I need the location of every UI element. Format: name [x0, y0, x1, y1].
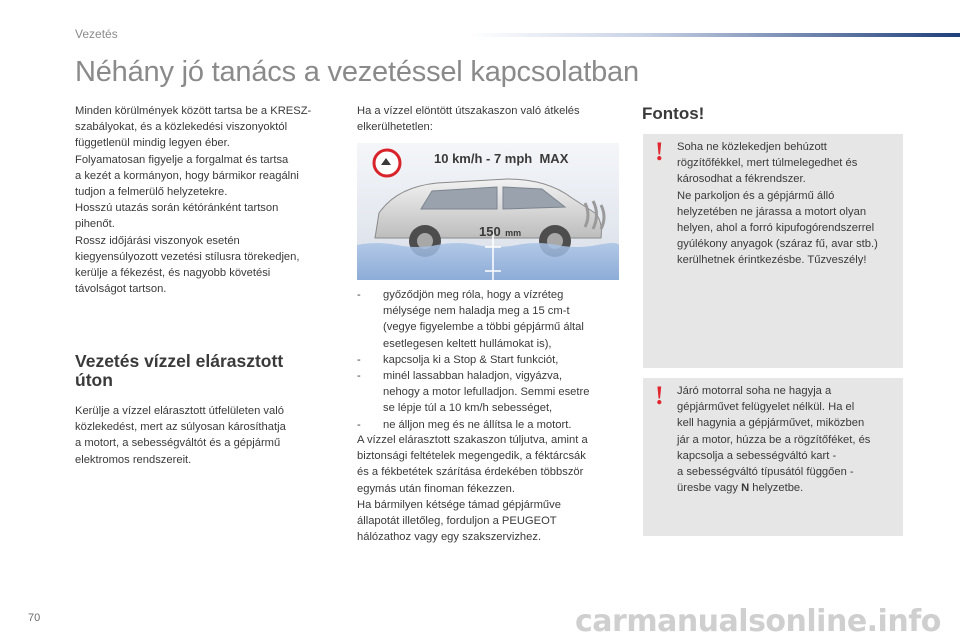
flood-bullet-list	[357, 287, 627, 433]
text-line: pihenőt.	[75, 218, 115, 231]
text-line: nehogy a motor lefulladjon. Semmi esetre	[383, 386, 590, 399]
text-line: Ha a vízzel elöntött útszakaszon való átkelés	[357, 105, 580, 117]
text-line: se lépje túl a 10 km/h sebességet,	[383, 402, 553, 415]
text-line: jár a motor, húzza be a rögzítőféket, és	[677, 433, 871, 446]
text-line: esetlegesen keltett hullámokat is),	[383, 337, 552, 350]
text-line: helyzetében ne járassa a motort olyan	[677, 205, 867, 218]
watermark: carmanualsonline.info	[575, 604, 941, 639]
warning-note-brake	[643, 134, 903, 368]
warning-icon: !	[655, 137, 664, 166]
text-line: mélysége nem haladja meg a 15 cm-t	[383, 305, 570, 318]
text-line: Rossz időjárási viszonyok esetén	[75, 234, 240, 247]
text-line: kerülhetnek érintkezésbe. Tűzveszély!	[677, 254, 867, 267]
speed-limit-label: 10 km/h - 7 mph MAX	[434, 151, 569, 166]
depth-unit: mm	[505, 228, 522, 238]
depth-value: 150	[479, 224, 501, 239]
text-line: gyúlékony anyagok (száraz fű, avar stb.)	[677, 238, 878, 251]
text-line: kerülje a fékezést, és nagyobb követési	[75, 267, 271, 280]
text-line: hálózathoz vagy egy szakszervizhez.	[357, 531, 542, 544]
bullet-dash: -	[357, 289, 361, 301]
bullet-dash: -	[357, 353, 361, 366]
text-fragment: helyzetbe.	[749, 482, 804, 495]
text-line: győződjön meg róla, hogy a vízréteg	[383, 289, 564, 301]
text-line: a sebességváltó típusától függően -	[677, 466, 854, 479]
heading-line: úton	[75, 370, 113, 390]
heading-line: Vezetés vízzel elárasztott	[75, 351, 284, 371]
depth-label	[479, 223, 521, 241]
text-line: szabályokat, és a közlekedési viszonyoktól	[75, 121, 288, 134]
text-line: elkerülhetetlen:	[357, 121, 433, 134]
note-text	[677, 139, 901, 269]
bullet-dash: -	[357, 418, 361, 431]
text-line: függetlenül mindig legyen éber.	[75, 137, 230, 150]
note-text	[677, 383, 901, 496]
text-line: Járó motorral soha ne hagyja a	[677, 385, 832, 397]
text-line: Ha bármilyen kétsége támad gépjárműve	[357, 498, 561, 511]
text-line	[677, 480, 901, 496]
text-line: ne álljon meg és ne állítsa le a motort.	[383, 418, 572, 431]
list-item	[357, 352, 627, 368]
warning-note-engine	[643, 378, 903, 536]
text-line: kapcsolja ki a Stop & Start funkciót,	[383, 353, 559, 366]
text-line: kiegyensúlyozott vezetési stílusra törekedjen,	[75, 250, 300, 263]
text-line: Kerülje a vízzel elárasztott útfelületen való	[75, 405, 284, 417]
text-line: rögzítőfékkel, mert túlmelegedhet és	[677, 157, 858, 170]
text-line: kapcsolja a sebességváltó kart -	[677, 449, 837, 462]
gear-position-n: N	[741, 482, 750, 495]
list-item	[357, 287, 627, 352]
text-line: Folyamatosan figyelje a forgalmat és tartsa	[75, 153, 289, 166]
text-line: károsodhat a fékrendszer.	[677, 173, 806, 186]
text-line: Minden körülmények között tartsa be a KRESZ-	[75, 105, 312, 117]
text-fragment: üresbe vagy	[677, 482, 742, 495]
flooded-road-illustration	[357, 143, 619, 280]
middle-intro-text	[357, 103, 622, 135]
after-flood-text	[357, 432, 627, 545]
text-line: a motort, a sebességváltót és a gépjármű	[75, 437, 281, 450]
text-line: Hosszú utazás során kétóránként tartson	[75, 202, 279, 215]
text-line: közlekedést, mert az súlyosan károsíthatja	[75, 421, 286, 434]
text-line: gépjárművet felügyelet nélkül. Ha el	[677, 401, 855, 414]
list-item	[357, 417, 627, 433]
text-line: állapotát illetőleg, forduljon a PEUGEOT	[357, 515, 557, 528]
text-line: Soha ne közlekedjen behúzott	[677, 141, 827, 153]
text-line: és a fékbetétek szárítása érdekében többször	[357, 466, 584, 479]
important-heading: Fontos!	[642, 104, 705, 123]
text-line: minél lassabban haladjon, vigyázva,	[383, 370, 563, 383]
text-line: biztonsági feltételek megengedik, a féktárcsák	[357, 450, 586, 463]
page-title: Néhány jó tanács a vezetéssel kapcsolatban	[75, 56, 639, 88]
text-line: Ne parkoljon és a gépjármű álló	[677, 189, 835, 202]
text-line: elektromos rendszereit.	[75, 453, 192, 466]
text-line: (vegye figyelembe a többi gépjármű által	[383, 321, 584, 334]
list-item	[357, 368, 627, 417]
text-line: egymás után finoman fékezzen.	[357, 482, 515, 495]
warning-icon: !	[655, 381, 664, 410]
text-line: A vízzel elárasztott szakaszon túljutva, amint a	[357, 434, 588, 446]
text-line: kell hagynia a gépjárművet, miközben	[677, 417, 865, 430]
page-number: 70	[28, 612, 41, 624]
text-line: a kezét a kormányon, hogy bármikor reagálni	[75, 169, 299, 182]
flood-heading	[75, 352, 283, 390]
text-line: tudjon a felmerülő helyzetekre.	[75, 186, 228, 199]
flood-text	[75, 403, 340, 468]
text-line: távolságot tartson.	[75, 283, 167, 296]
header-bar	[470, 33, 960, 37]
section-header: Vezetés	[75, 27, 118, 41]
bullet-dash: -	[357, 370, 361, 383]
left-intro-text	[75, 103, 340, 297]
text-line: helyen, ahol a forró kipufogórendszerrel	[677, 222, 875, 235]
